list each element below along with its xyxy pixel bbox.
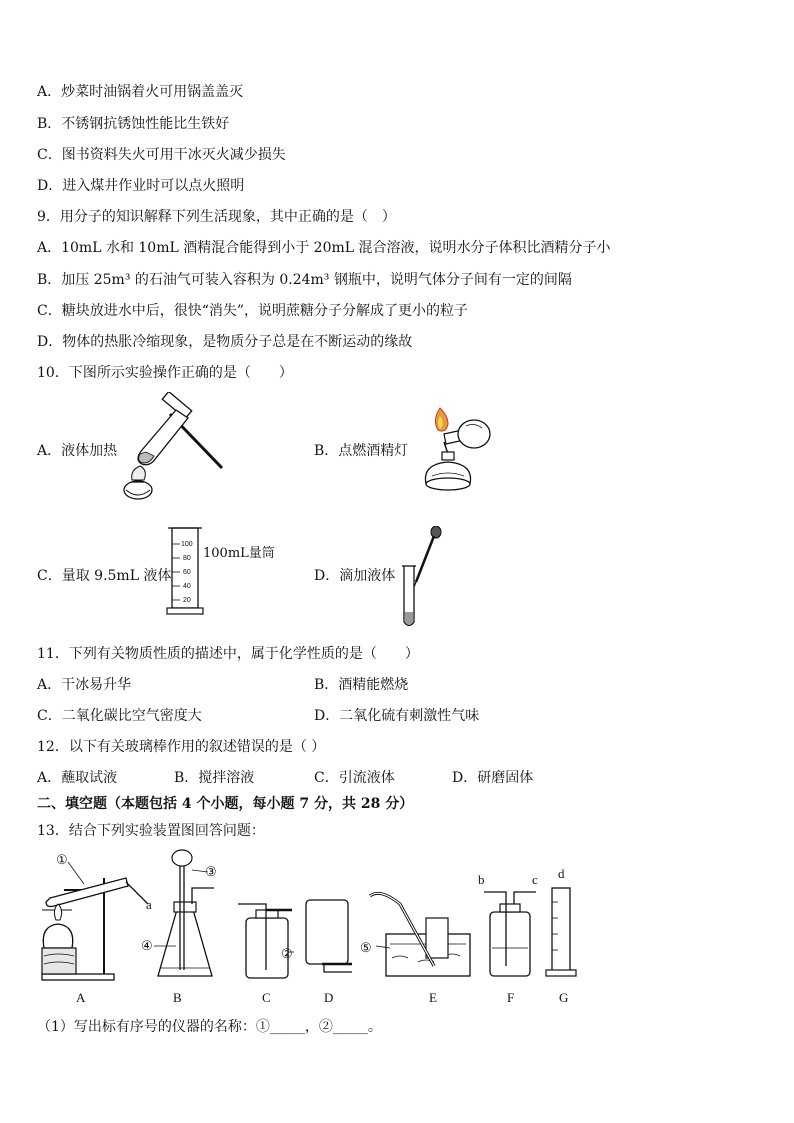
port-c: c: [532, 872, 538, 887]
port-a: a: [146, 897, 152, 912]
marker-5: ⑤: [360, 940, 372, 955]
q12-option-b: B．搅拌溶液: [174, 770, 255, 786]
apparatus-g: [546, 888, 576, 976]
label-f: F: [507, 990, 515, 1005]
q10-option-d: D．滴加液体: [314, 568, 396, 584]
cylinder-tick-20: 20: [183, 597, 191, 604]
label-g: G: [559, 990, 569, 1005]
q12-option-d: D．研磨固体: [452, 770, 534, 786]
label-d: D: [324, 990, 334, 1005]
marker-4: ④: [141, 938, 153, 953]
q8-option-c: C．图书资料失火可用干冰灭火减少损失: [37, 147, 286, 163]
q12-stem: 12．以下有关玻璃棒作用的叙述错误的是（ ）: [37, 739, 326, 755]
dropper-figure: [398, 526, 448, 630]
q10-option-b: B．点燃酒精灯: [314, 443, 409, 459]
q9-option-b: B．加压 25m³ 的石油气可装入容积为 0.24m³ 钢瓶中，说明气体分子间有一定的间隔: [37, 272, 572, 288]
q13-sub1: （1）写出标有序号的仪器的名称：①_____，②_____。: [37, 1019, 382, 1035]
test-tube-heating-figure: [118, 392, 233, 502]
q9-option-d: D．物体的热胀冷缩现象，是物质分子总是在不断运动的缘故: [37, 334, 413, 350]
q11-option-b: B．酒精能燃烧: [314, 677, 409, 693]
q12-option-a: A．蘸取试液: [37, 770, 118, 786]
apparatus-c: [238, 904, 292, 978]
cylinder-tick-60: 60: [183, 569, 191, 576]
section-heading: 二、填空题（本题包括 4 个小题，每小题 7 分，共 28 分）: [37, 796, 414, 812]
q11-stem: 11．下列有关物质性质的描述中，属于化学性质的是（ ）: [37, 646, 419, 662]
q10-option-a: A．液体加热: [37, 443, 118, 459]
marker-1: ①: [56, 852, 68, 867]
alcohol-lamp-lighting-figure: [406, 404, 496, 499]
label-a: A: [76, 990, 86, 1005]
q11-option-c: C．二氧化碳比空气密度大: [37, 708, 202, 724]
apparatus-a: [42, 878, 148, 980]
q9-option-a: A．10mL 水和 10mL 酒精混合能得到小于 20mL 混合溶液，说明水分子体积比酒精分子小: [37, 240, 611, 256]
label-b: B: [173, 990, 182, 1005]
lab-apparatus-figure: [30, 848, 590, 1008]
q9-option-c: C．糖块放进水中后，很快“消失”，说明蔗糖分子分解成了更小的粒子: [37, 303, 469, 319]
cylinder-tick-100: 100: [181, 541, 193, 548]
port-b: b: [478, 872, 485, 887]
q8-option-d: D．进入煤井作业时可以点火照明: [37, 178, 245, 194]
q10-option-c: C．量取 9.5mL 液体: [37, 568, 172, 584]
cylinder-label: 100mL量筒: [203, 546, 275, 561]
cylinder-tick-40: 40: [183, 583, 191, 590]
q8-option-a: A．炒菜时油锅着火可用锅盖盖灭: [37, 84, 244, 100]
q13-stem: 13．结合下列实验装置图回答问题：: [37, 823, 265, 839]
q11-option-d: D．二氧化硫有刺激性气味: [314, 708, 480, 724]
marker-2: ②: [281, 946, 293, 961]
apparatus-e: [370, 893, 470, 976]
marker-3: ③: [205, 864, 217, 879]
q9-stem: 9．用分子的知识解释下列生活现象，其中正确的是（ ）: [37, 209, 396, 225]
q12-option-c: C．引流液体: [314, 770, 395, 786]
cylinder-tick-80: 80: [183, 555, 191, 562]
apparatus-d: [306, 900, 352, 972]
apparatus-f: [484, 892, 536, 976]
q11-option-a: A．干冰易升华: [37, 677, 132, 693]
q8-option-b: B．不锈钢抗锈蚀性能比生铁好: [37, 116, 230, 132]
q10-stem: 10．下图所示实验操作正确的是（ ）: [37, 365, 293, 381]
label-e: E: [429, 990, 437, 1005]
label-c: C: [262, 990, 271, 1005]
graduated-cylinder-figure: [166, 522, 206, 618]
port-d: d: [558, 866, 565, 881]
